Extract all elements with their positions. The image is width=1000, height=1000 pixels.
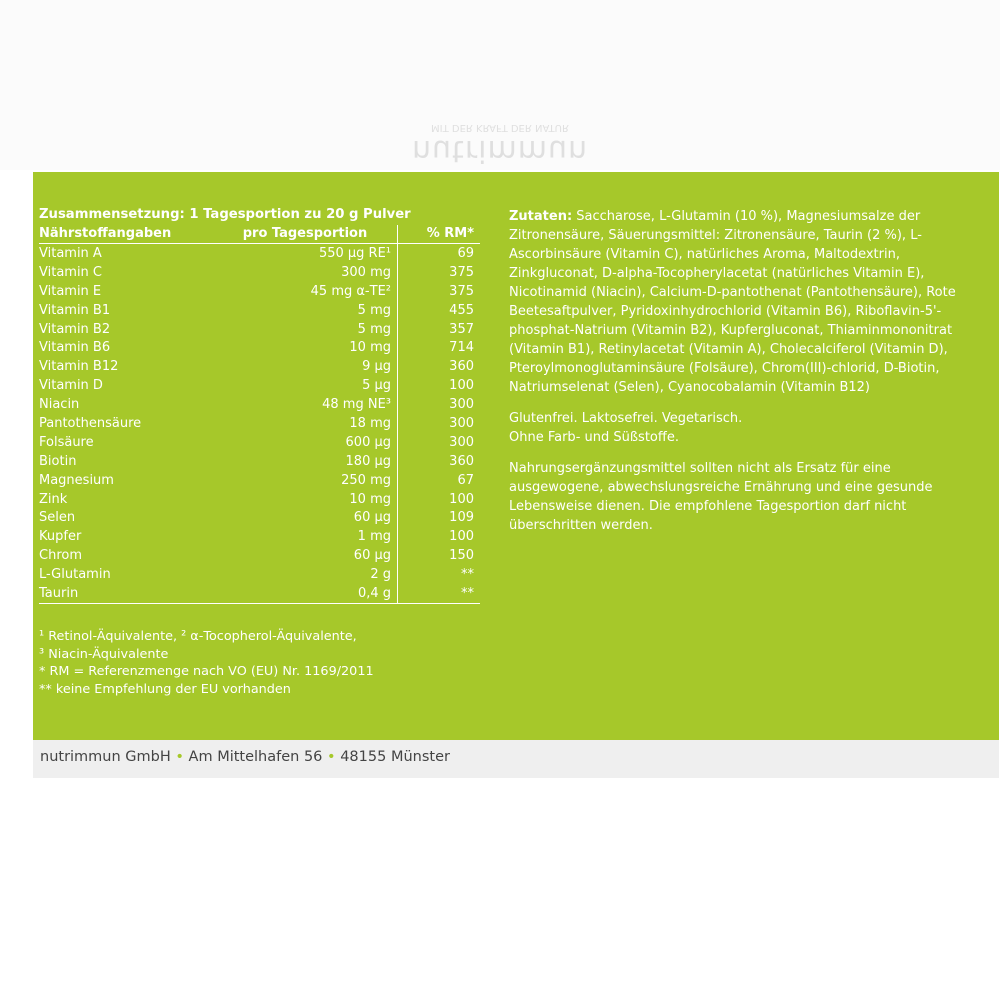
amount-per-portion: 550 µg RE¹ [213, 244, 398, 263]
ingredients-paragraph [509, 207, 989, 397]
nutrition-row [39, 452, 480, 471]
ingredients-text: Saccharose, L-Glutamin (10 %), Magnesiumsalze der Zitronensäure, Säuerungsmittel: Zitronensäure, Taurin (2 %), L-Ascorbinsäure (Vitamin C), natürliches Aroma, Maltodextrin, Zinkgluconat, D-alpha-Tocopherylacetat (natürliches Vitamin E), Nicotinamid (Niacin), Calcium-D-pantothenat (Pantothensäure), Rote Beetesaftpulver, Pyridoxinhydrochlorid (Vitamin B6), Riboflavin-5'-phosphat-Natrium (Vitamin B2), Kupfergluconat, Thiaminmononitrat (Vitamin B1), Retinylacetat (Vitamin A), Cholecalciferol (Vitamin D), Pteroylmonoglutaminsäure (Folsäure), Chrom(III)-chlorid, D-Biotin, Natriumselenat (Selen), Cyanocobalamin (Vitamin B12) [509, 209, 956, 395]
nutrient-name: Biotin [39, 453, 77, 469]
nutrition-row [39, 471, 480, 490]
rm-percent: 714 [449, 340, 474, 356]
nutrition-row [39, 546, 480, 565]
company-name: nutrimmun GmbH [40, 749, 171, 765]
nutrient-name: Zink [39, 491, 68, 507]
ingredients-section [509, 207, 989, 547]
nutrient-name: Vitamin E [39, 283, 102, 299]
rm-percent: 375 [449, 264, 474, 280]
rm-percent: 100 [449, 378, 474, 394]
nutrition-row [39, 244, 480, 263]
nutrition-row [39, 565, 480, 584]
nutrition-row [39, 376, 480, 395]
package-top [0, 0, 1000, 170]
rm-percent: 300 [449, 415, 474, 431]
nutrition-row [39, 508, 480, 527]
composition-title: Zusammensetzung: 1 Tagesportion zu 20 g Pulver [39, 207, 411, 222]
rm-percent: ** [461, 567, 474, 583]
amount-per-portion: 600 µg [213, 433, 398, 452]
nutrient-name: L-Glutamin [39, 567, 111, 583]
nutrient-name: Chrom [39, 548, 82, 564]
nutrient-name: Vitamin D [39, 378, 103, 394]
footnote-line: * RM = Referenzmenge nach VO (EU) Nr. 1169/2011 [39, 664, 374, 679]
rm-percent: 357 [449, 321, 474, 337]
rm-percent: 360 [449, 453, 474, 469]
footnote-line: ¹ Retinol-Äquivalente, ² α-Tocopherol-Äquivalente, [39, 629, 357, 644]
amount-per-portion: 10 mg [213, 490, 398, 509]
header-rm: % RM* [398, 225, 481, 244]
amount-per-portion: 9 µg [213, 357, 398, 376]
nutrition-row [39, 263, 480, 282]
nutrient-name: Vitamin B6 [39, 340, 111, 356]
nutrition-row [39, 338, 480, 357]
rm-percent: 300 [449, 434, 474, 450]
amount-per-portion: 45 mg α-TE² [213, 282, 398, 301]
nutrition-row [39, 357, 480, 376]
nutrition-row [39, 527, 480, 546]
amount-per-portion: 60 µg [213, 546, 398, 565]
nutrition-section [39, 207, 484, 604]
rm-percent: ** [398, 584, 481, 603]
street: Am Mittelhafen 56 [188, 749, 323, 765]
header-per-portion: pro Tagesportion [213, 225, 398, 244]
green-info-panel [33, 172, 999, 740]
nutrient-name: Magnesium [39, 472, 114, 488]
nutrition-row [39, 414, 480, 433]
header-nutrient: Nährstoffangaben [39, 225, 213, 244]
nutrition-row [39, 433, 480, 452]
rm-percent: 69 [457, 245, 474, 261]
rm-percent: 67 [457, 472, 474, 488]
nutrient-name: Niacin [39, 397, 80, 413]
nutrition-header-row [39, 225, 480, 244]
mirrored-brand-logo: nutrimmun MIT DER KRAFT DER NATUR [412, 122, 588, 168]
nutrition-row [39, 320, 480, 339]
amount-per-portion: 5 mg [213, 301, 398, 320]
rm-percent: 100 [449, 491, 474, 507]
city: 48155 Münster [340, 749, 450, 765]
amount-per-portion: 2 g [213, 565, 398, 584]
amount-per-portion: 250 mg [213, 471, 398, 490]
amount-per-portion: 48 mg NE³ [213, 395, 398, 414]
amount-per-portion: 60 µg [213, 508, 398, 527]
nutrient-name: Kupfer [39, 529, 82, 545]
company-address [40, 749, 450, 765]
nutrient-name: Vitamin A [39, 245, 102, 261]
nutrient-name: Vitamin B12 [39, 359, 119, 375]
nutrient-name: Vitamin B1 [39, 302, 111, 318]
separator-dot: • [327, 749, 336, 765]
dietary-info [509, 409, 989, 447]
ingredients-label: Zutaten: [509, 209, 573, 224]
nutrient-name: Folsäure [39, 434, 94, 450]
rm-percent: 300 [449, 397, 474, 413]
amount-per-portion: 18 mg [213, 414, 398, 433]
amount-per-portion: 10 mg [213, 338, 398, 357]
nutrition-row [39, 301, 480, 320]
nutrition-row [39, 584, 480, 603]
nutrient-name: Taurin [39, 584, 213, 603]
nutrition-table-body [39, 244, 480, 604]
nutrition-row [39, 282, 480, 301]
footnote-line: ³ Niacin-Äquivalente [39, 646, 169, 662]
nutrient-name: Vitamin B2 [39, 321, 111, 337]
rm-percent: 360 [449, 359, 474, 375]
warning-text: Nahrungsergänzungsmittel sollten nicht als Ersatz für eine ausgewogene, abwechslungsreiche Ernährung und eine gesunde Lebensweise dienen. Die empfohlene Tagesportion darf nicht überschritten werden. [509, 461, 933, 533]
amount-per-portion: 300 mg [213, 263, 398, 282]
separator-dot: • [175, 749, 184, 765]
rm-percent: 375 [449, 283, 474, 299]
amount-per-portion: 5 µg [213, 376, 398, 395]
footer-bar [33, 740, 999, 778]
amount-per-portion: 0,4 g [213, 584, 398, 603]
nutrient-name: Vitamin C [39, 264, 103, 280]
rm-percent: 150 [449, 548, 474, 564]
nutrient-name: Pantothensäure [39, 415, 142, 431]
amount-per-portion: 180 µg [213, 452, 398, 471]
nutrition-row [39, 490, 480, 509]
footnote-line: ** keine Empfehlung der EU vorhanden [39, 681, 291, 697]
nutrition-row [39, 395, 480, 414]
rm-percent: 100 [449, 529, 474, 545]
rm-percent: 109 [449, 510, 474, 526]
nutrient-name: Selen [39, 510, 76, 526]
amount-per-portion: 5 mg [213, 320, 398, 339]
dietary-line-2: Ohne Farb- und Süßstoffe. [509, 430, 679, 445]
footnotes [39, 628, 484, 698]
dietary-line-1: Glutenfrei. Laktosefrei. Vegetarisch. [509, 411, 743, 426]
rm-percent: 455 [449, 302, 474, 318]
amount-per-portion: 1 mg [213, 527, 398, 546]
nutrition-table [39, 225, 480, 604]
